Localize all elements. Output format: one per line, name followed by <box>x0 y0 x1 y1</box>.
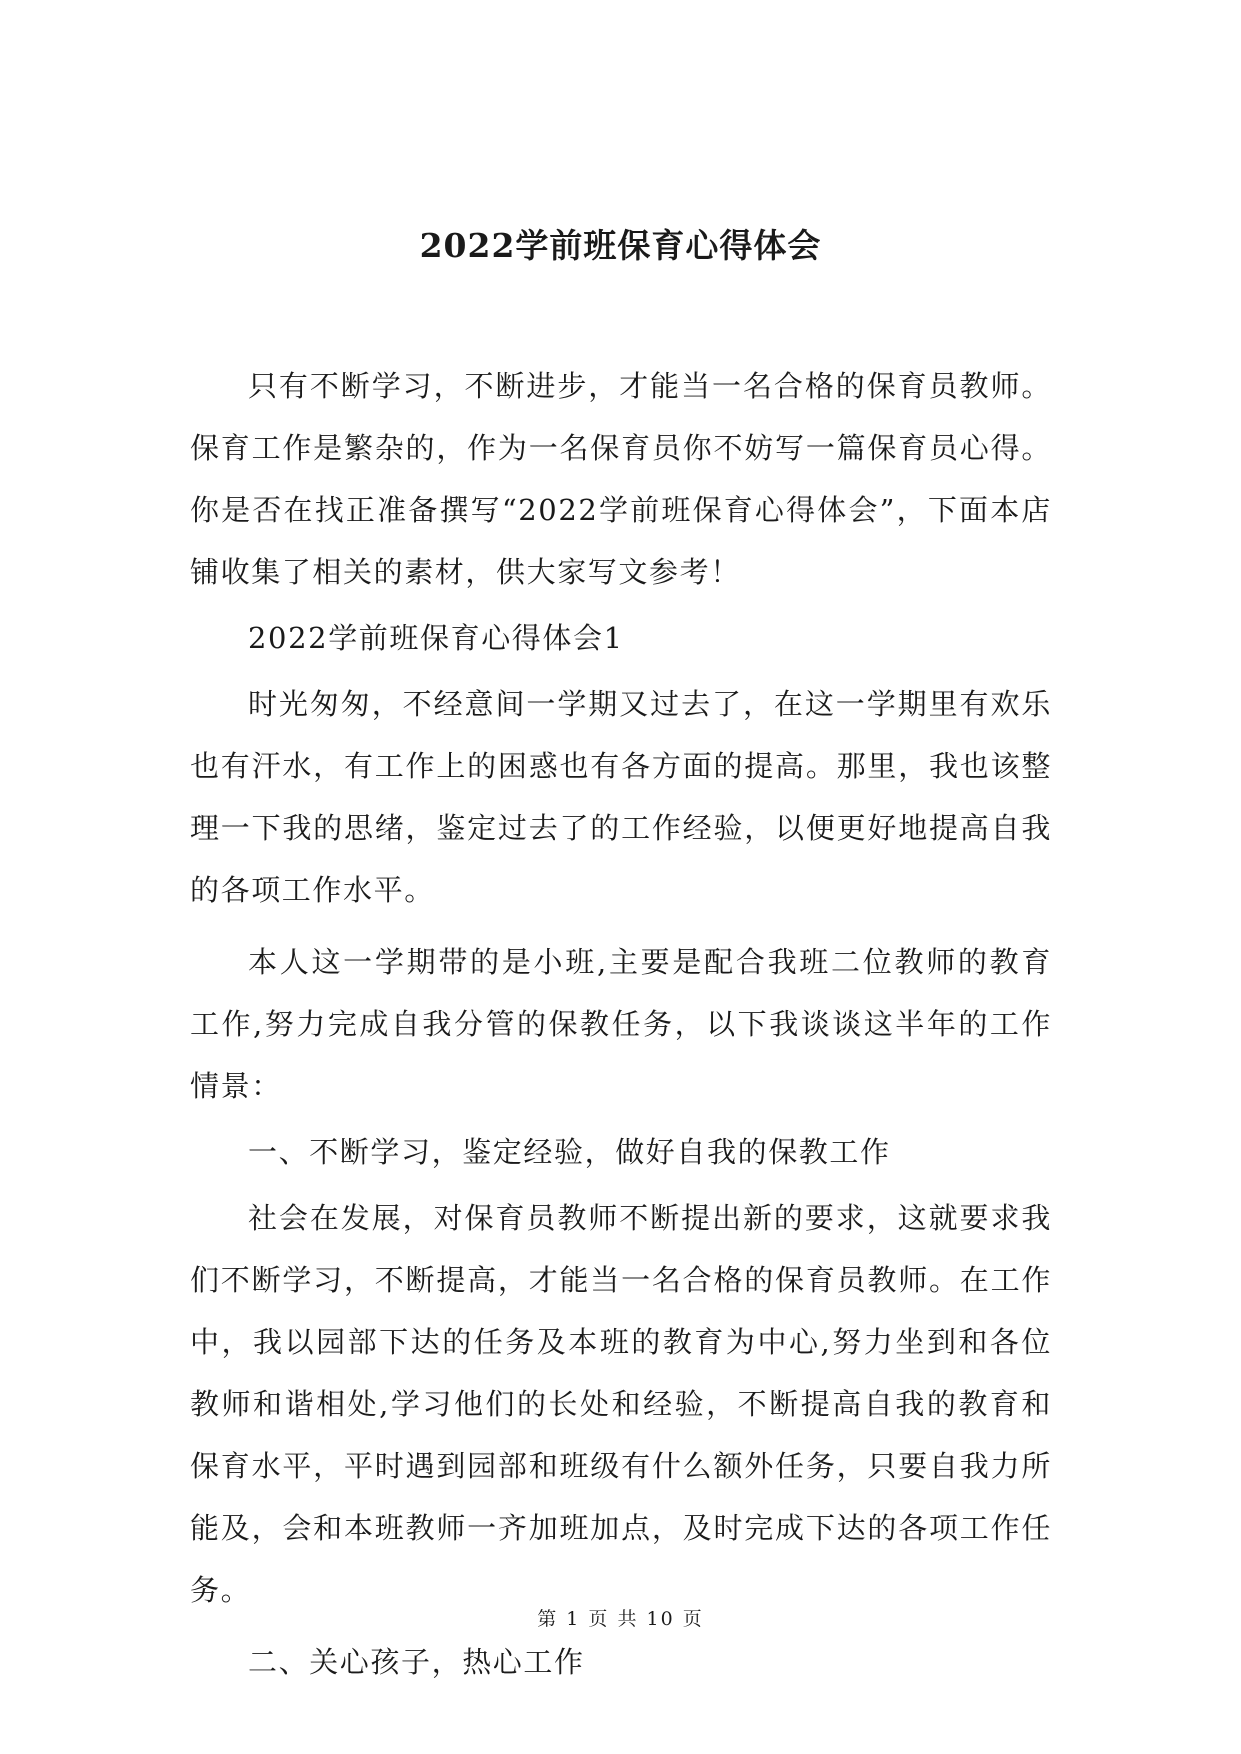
body-paragraph: 社会在发展，对保育员教师不断提出新的要求，这就要求我们不断学习，不断提高，才能当一名合格的保育员教师。在工作中，我以园部下达的任务及本班的教育为中心,努力坐到和各位教师和谐相处,学习他们的长处和经验，不断提高自我的教育和保育水平，平时遇到园部和班级有什么额外任务，只要自我力所能及，会和本班教师一齐加班加点，及时完成下达的各项工作任务。 <box>190 1201 1052 1607</box>
body-paragraph: 本人这一学期带的是小班,主要是配合我班二位教师的教育工作,努力完成自我分管的保教任务，以下我谈谈这半年的工作情景： <box>190 945 1052 1103</box>
page-number-footer: 第 1 页 共 10 页 <box>537 1608 704 1630</box>
intro-paragraph: 只有不断学习，不断进步，才能当一名合格的保育员教师。保育工作是繁杂的，作为一名保育员你不妨写一篇保育员心得。你是否在找正准备撰写“2022学前班保育心得体会”，下面本店铺收集了相关的素材，供大家写文参考！ <box>190 369 1052 589</box>
subheading-2: 二、关心孩子，热心工作 <box>248 1645 585 1679</box>
document-title: 2022学前班保育心得体会 <box>419 226 822 265</box>
body-paragraph: 时光匆匆，不经意间一学期又过去了，在这一学期里有欢乐也有汗水，有工作上的困惑也有各方面的提高。那里，我也该整理一下我的思绪，鉴定过去了的工作经验，以便更好地提高自我的各项工作水平。 <box>190 687 1052 907</box>
document-body <box>190 355 1052 1693</box>
subheading-1: 一、不断学习，鉴定经验，做好自我的保教工作 <box>248 1135 891 1169</box>
section-heading-1: 2022学前班保育心得体会1 <box>248 621 624 655</box>
